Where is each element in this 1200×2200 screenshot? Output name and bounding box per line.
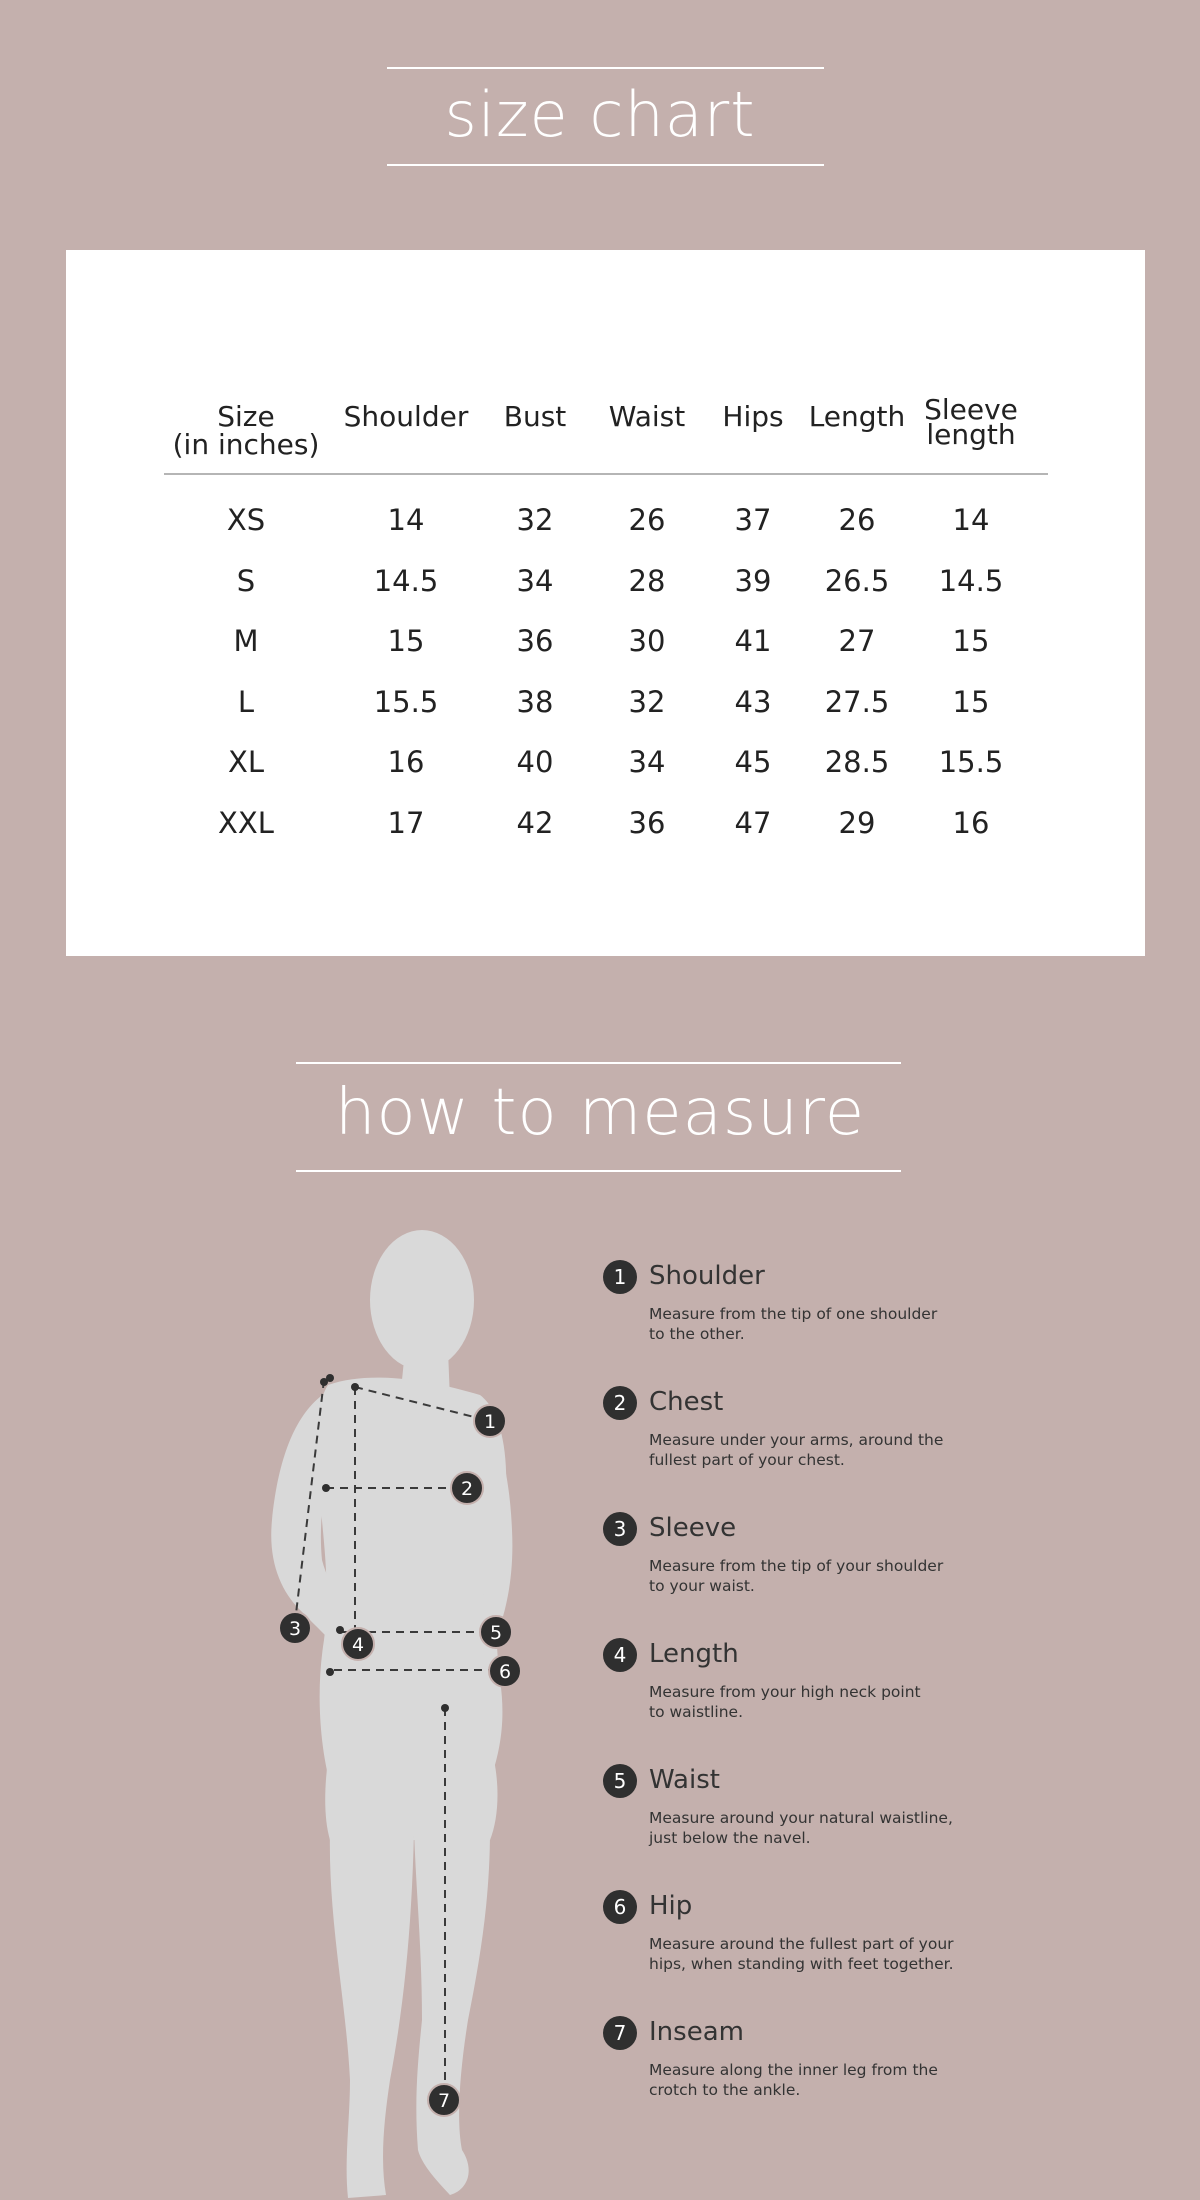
step-description-line2: to the other. <box>649 1325 745 1343</box>
cell-bust: 34 <box>516 563 554 598</box>
marker-2-label: 2 <box>460 1478 474 1500</box>
step-number-icon: 5 <box>603 1764 637 1798</box>
step-description <box>649 1430 979 1470</box>
cell-waist: 34 <box>628 745 666 779</box>
step-description-line2: to waistline. <box>649 1703 744 1721</box>
header-bust <box>484 400 586 433</box>
marker-6-label: 6 <box>498 1661 512 1683</box>
cell-sleeve-length: 14.5 <box>938 563 1004 598</box>
step-description-line1: Measure under your arms, around the <box>649 1431 944 1449</box>
cell-sleeve-length: 14 <box>952 503 990 537</box>
cell-waist: 36 <box>628 805 666 840</box>
header-sleeve-length <box>916 393 1026 451</box>
step-number-icon: 3 <box>603 1512 637 1546</box>
step-number-icon: 7 <box>603 2016 637 2050</box>
cell-length: 26.5 <box>824 563 890 598</box>
marker-3-label: 3 <box>288 1618 302 1640</box>
cell-bust: 42 <box>516 805 554 840</box>
step-description-line1: Measure from the tip of your shoulder <box>649 1557 944 1575</box>
marker-7-icon <box>428 2084 460 2116</box>
cell-size: S <box>236 563 256 598</box>
header-shoulder-label: Shoulder <box>343 400 469 433</box>
step-description-line1: Measure around the fullest part of your <box>649 1935 954 1953</box>
step-name: Inseam <box>649 2017 744 2047</box>
header-size-line2: (in inches) <box>172 428 320 461</box>
step-number-icon: 2 <box>603 1386 637 1420</box>
header-length <box>798 400 916 433</box>
step-description-line1: Measure from your high neck point <box>649 1683 921 1701</box>
step-description-line2: hips, when standing with feet together. <box>649 1955 954 1973</box>
step-number-icon: 4 <box>603 1638 637 1672</box>
header-sleeve-line1: Sleeve <box>924 393 1018 426</box>
header-hips-label: Hips <box>722 400 784 433</box>
step-name: Length <box>649 1639 739 1669</box>
marker-7-label: 7 <box>437 2090 451 2112</box>
cell-shoulder: 14.5 <box>373 563 439 598</box>
cell-bust: 40 <box>516 745 554 779</box>
step-description-line2: fullest part of your chest. <box>649 1451 845 1469</box>
body-silhouette-illustration <box>200 1220 540 2200</box>
step-description <box>649 1808 979 1848</box>
step-description <box>649 1934 979 1974</box>
cell-length: 27.5 <box>824 684 890 719</box>
table-row <box>164 561 1048 601</box>
cell-hips: 41 <box>734 624 772 658</box>
measure-rule-top <box>296 1062 901 1064</box>
step-name: Waist <box>649 1765 720 1795</box>
cell-shoulder: 16 <box>387 745 425 779</box>
step-description <box>649 1304 979 1344</box>
cell-sleeve-length: 15 <box>952 684 990 719</box>
cell-shoulder: 15 <box>387 624 425 658</box>
cell-size: L <box>237 684 255 719</box>
size-chart-card <box>66 250 1145 956</box>
table-row <box>164 803 1048 843</box>
title-rule-top <box>387 67 824 69</box>
marker-5-icon <box>480 1616 512 1648</box>
table-row <box>164 742 1048 782</box>
step-name: Hip <box>649 1891 693 1921</box>
cell-length: 29 <box>838 805 876 840</box>
marker-5-label: 5 <box>489 1622 503 1644</box>
cell-size: M <box>233 624 259 658</box>
step-number-icon: 1 <box>603 1260 637 1294</box>
table-row <box>164 682 1048 722</box>
header-waist <box>586 400 708 433</box>
marker-1-label: 1 <box>483 1411 497 1433</box>
cell-size: XXL <box>218 805 274 840</box>
cell-sleeve-length: 16 <box>952 805 990 840</box>
table-header-divider <box>164 473 1048 475</box>
cell-waist: 32 <box>628 684 666 719</box>
step-description-line1: Measure from the tip of one shoulder <box>649 1305 938 1323</box>
step-name: Sleeve <box>649 1513 737 1543</box>
body-silhouette <box>271 1230 512 2198</box>
marker-4-icon <box>342 1628 374 1660</box>
header-length-label: Length <box>808 400 906 433</box>
cell-hips: 43 <box>734 684 772 719</box>
header-waist-label: Waist <box>608 400 686 433</box>
table-row <box>164 500 1048 540</box>
marker-3-icon <box>279 1612 311 1644</box>
cell-waist: 28 <box>628 563 666 598</box>
step-description-line2: to your waist. <box>649 1577 755 1595</box>
cell-length: 26 <box>838 503 876 537</box>
step-name: Shoulder <box>649 1261 765 1291</box>
header-size-line1: Size <box>217 400 275 433</box>
cell-hips: 45 <box>734 745 772 779</box>
size-chart-title: size chart <box>444 78 756 151</box>
step-description-line1: Measure along the inner leg from the <box>649 2061 938 2079</box>
marker-1-icon <box>474 1405 506 1437</box>
step-description <box>649 1682 979 1722</box>
marker-2-icon <box>451 1472 483 1504</box>
step-description-line2: crotch to the ankle. <box>649 2081 801 2099</box>
header-size <box>164 400 328 461</box>
step-description-line1: Measure around your natural waistline, <box>649 1809 953 1827</box>
cell-length: 27 <box>838 624 876 658</box>
cell-hips: 39 <box>734 563 772 598</box>
cell-sleeve-length: 15 <box>952 624 990 658</box>
cell-size: XS <box>226 503 266 537</box>
table-row <box>164 621 1048 661</box>
cell-size: XL <box>227 745 265 779</box>
title-rule-bottom <box>387 164 824 166</box>
cell-shoulder: 14 <box>387 503 425 537</box>
cell-sleeve-length: 15.5 <box>938 745 1004 779</box>
step-description <box>649 2060 979 2100</box>
cell-bust: 32 <box>516 503 554 537</box>
cell-length: 28.5 <box>824 745 890 779</box>
table-header <box>164 395 1048 459</box>
cell-bust: 38 <box>516 684 554 719</box>
cell-waist: 26 <box>628 503 666 537</box>
step-name: Chest <box>649 1387 724 1417</box>
step-description-line2: just below the navel. <box>649 1829 811 1847</box>
cell-shoulder: 15.5 <box>373 684 439 719</box>
header-sleeve-line2: length <box>926 418 1016 451</box>
marker-4-label: 4 <box>351 1634 365 1656</box>
cell-hips: 37 <box>734 503 772 537</box>
cell-shoulder: 17 <box>387 805 425 840</box>
step-description <box>649 1556 979 1596</box>
header-shoulder <box>328 400 484 433</box>
marker-6-icon <box>489 1655 521 1687</box>
measure-rule-bottom <box>296 1170 901 1172</box>
cell-bust: 36 <box>516 624 554 658</box>
cell-waist: 30 <box>628 624 666 658</box>
header-hips <box>708 400 798 433</box>
cell-hips: 47 <box>734 805 772 840</box>
header-bust-label: Bust <box>503 400 567 433</box>
how-to-measure-title: how to measure <box>334 1076 866 1150</box>
step-number-icon: 6 <box>603 1890 637 1924</box>
